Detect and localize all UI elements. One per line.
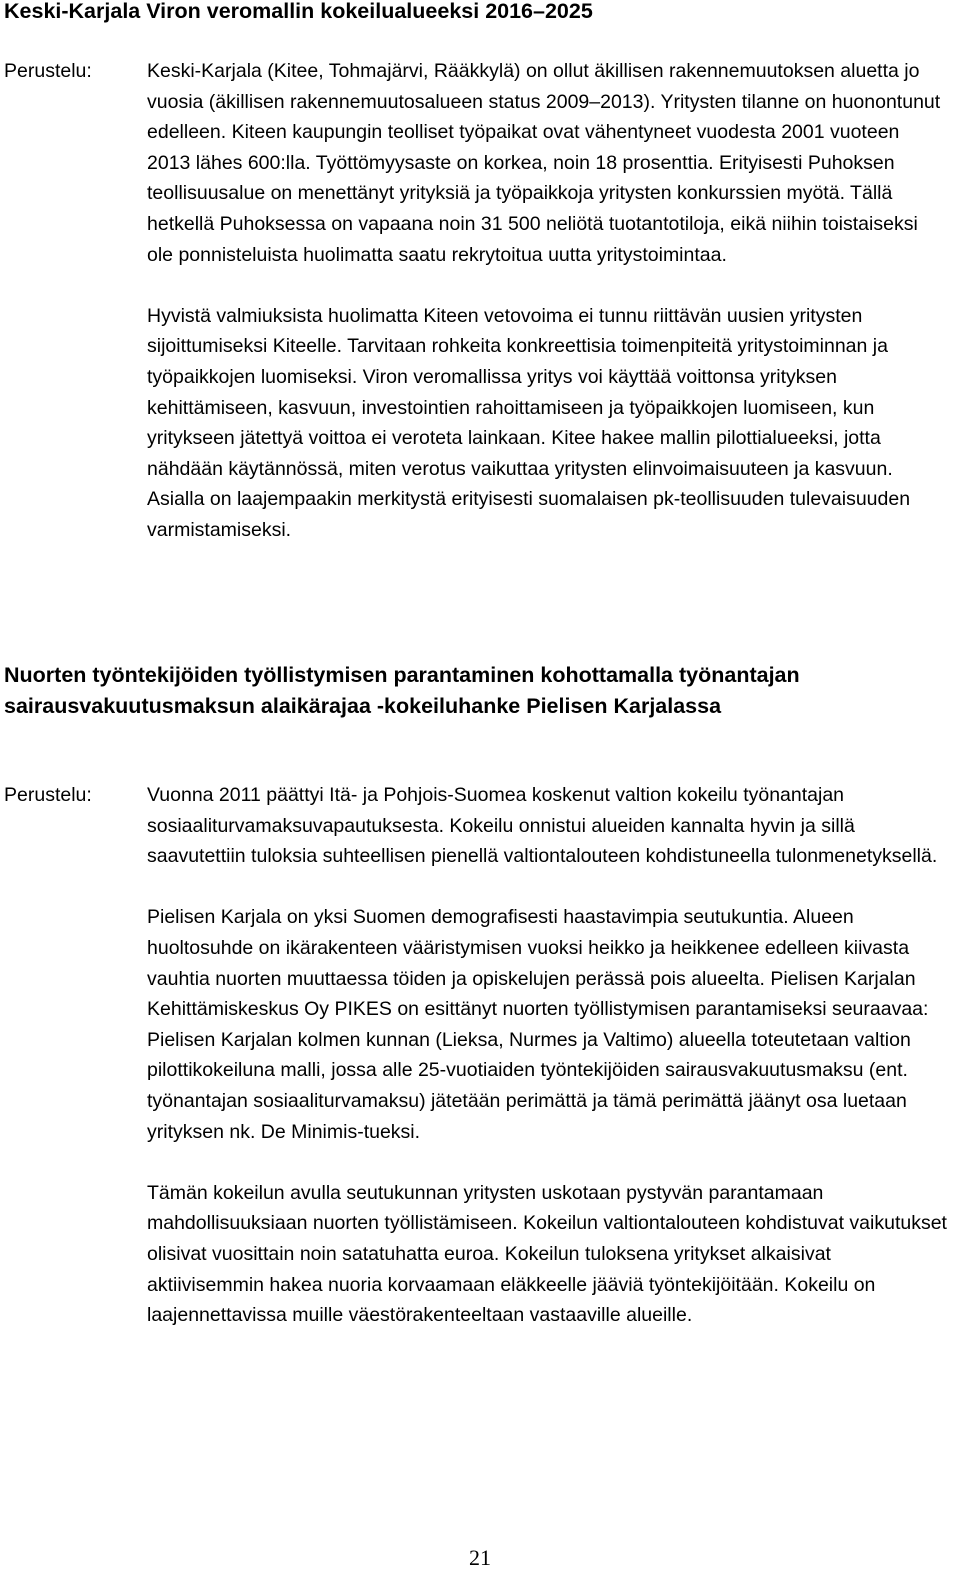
section2-paragraph-2: Pielisen Karjala on yksi Suomen demografisesti haastavimpia seutukuntia. Alueen huoltosuhde on ikärakenteen vääristymisen vuoksi heikko ja heikkenee edelleen kiivasta vauhtia nuorten muuttaessa töiden ja opiskelujen perässä pois alueelta. Pielisen Karjalan Kehittämiskeskus Oy PIKES on esittänyt nuorten työllistymisen parantamiseksi seuraavaa: Pielisen Karjalan kolmen kunnan (Lieksa, Nurmes ja Valtimo) alueella toteutetaan valtion pilottikokeiluna malli, jossa alle 25-vuotiaiden työntekijöiden sairausvakuutusmaksu (ent. työnantajan sosiaaliturvamaksu) jätetään perimättä ja tämä perimättä jäänyt osa luetaan yrityksen nk. De Minimis-tueksi. [147,906,929,1143]
section2-heading: Nuorten työntekijöiden työllistymisen parantaminen kohottamalla työnantajan sairausvakuutusmaksun alaikärajaa -kokeiluhanke Pielisen Karjalassa [4,663,800,718]
section1-label: Perustelu: [4,60,92,82]
section1-heading: Keski-Karjala Viron veromallin kokeilualueeksi 2016–2025 [4,0,593,23]
section2-body [147,780,947,1331]
section1-paragraph-1: Keski-Karjala (Kitee, Tohmajärvi, Rääkkylä) on ollut äkillisen rakennemuutoksen aluetta jo vuosia (äkillisen rakennemuutosalueen status 2009–2013). Yritysten tilanne on huonontunut edelleen. Kiteen kaupungin teolliset työpaikat ovat vähentyneet vuodesta 2001 vuoteen 2013 lähes 600:lla. Työttömyysaste on korkea, noin 18 prosenttia. Erityisesti Puhoksen teollisuusalue on menettänyt yrityksiä ja työpaikkoja yritysten konkurssien myötä. Tällä hetkellä Puhoksessa on vapaana noin 31 500 neliötä tuotantotiloja, eikä niihin toistaiseksi ole ponnisteluista huolimatta saatu rekrytoitua uutta yritystoimintaa. [147,60,941,266]
section1-paragraph-2: Hyvistä valmiuksista huolimatta Kiteen vetovoima ei tunnu riittävän uusien yritysten sijoittumiseksi Kiteelle. Tarvitaan rohkeita konkreettisia toimenpiteitä yritystoiminnan ja työpaikkojen luomiseksi. Viron veromallissa yritys voi käyttää voittonsa yrityksen kehittämiseen, kasvuun, investointien rahoittamiseen ja työpaikkojen luomiseen, kun yritykseen jätettyä voittoa ei veroteta lainkaan. Kitee hakee mallin pilottialueeksi, jotta nähdään käytännössä, miten verotus vaikuttaa yritysten elinvoimaisuuteen ja kasvuun. Asialla on laajempaakin merkitystä erityisesti suomalaisen pk-teollisuuden tulevaisuuden varmistamiseksi. [147,304,911,541]
section2-paragraph-1: Vuonna 2011 päättyi Itä- ja Pohjois-Suomea koskenut valtion kokeilu työnantajan sosiaaliturvamaksuvapautuksesta. Kokeilu onnistui alueiden kannalta hyvin ja sillä saavutettiin tuloksia suhteellisen pienellä valtiontalouteen kohdistuneella tulonmenetyksellä. [147,784,938,868]
section2-paragraph-3: Tämän kokeilun avulla seutukunnan yritysten uskotaan pystyvän parantamaan mahdollisuuksiaan nuorten työllistämiseen. Kokeilun valtiontalouteen kohdistuvat vaikutukset olisivat vuosittain noin satatuhatta euroa. Kokeilun tuloksena yritykset alkaisivat aktiivisemmin hakea nuoria korvaamaan eläkkeelle jääviä työntekijöitään. Kokeilu on laajennettavissa muille väestörakenteeltaan vastaaville alueille. [147,1181,947,1327]
page-number: 21 [469,1545,491,1570]
section2-label: Perustelu: [4,784,92,806]
section1-body [147,56,947,546]
